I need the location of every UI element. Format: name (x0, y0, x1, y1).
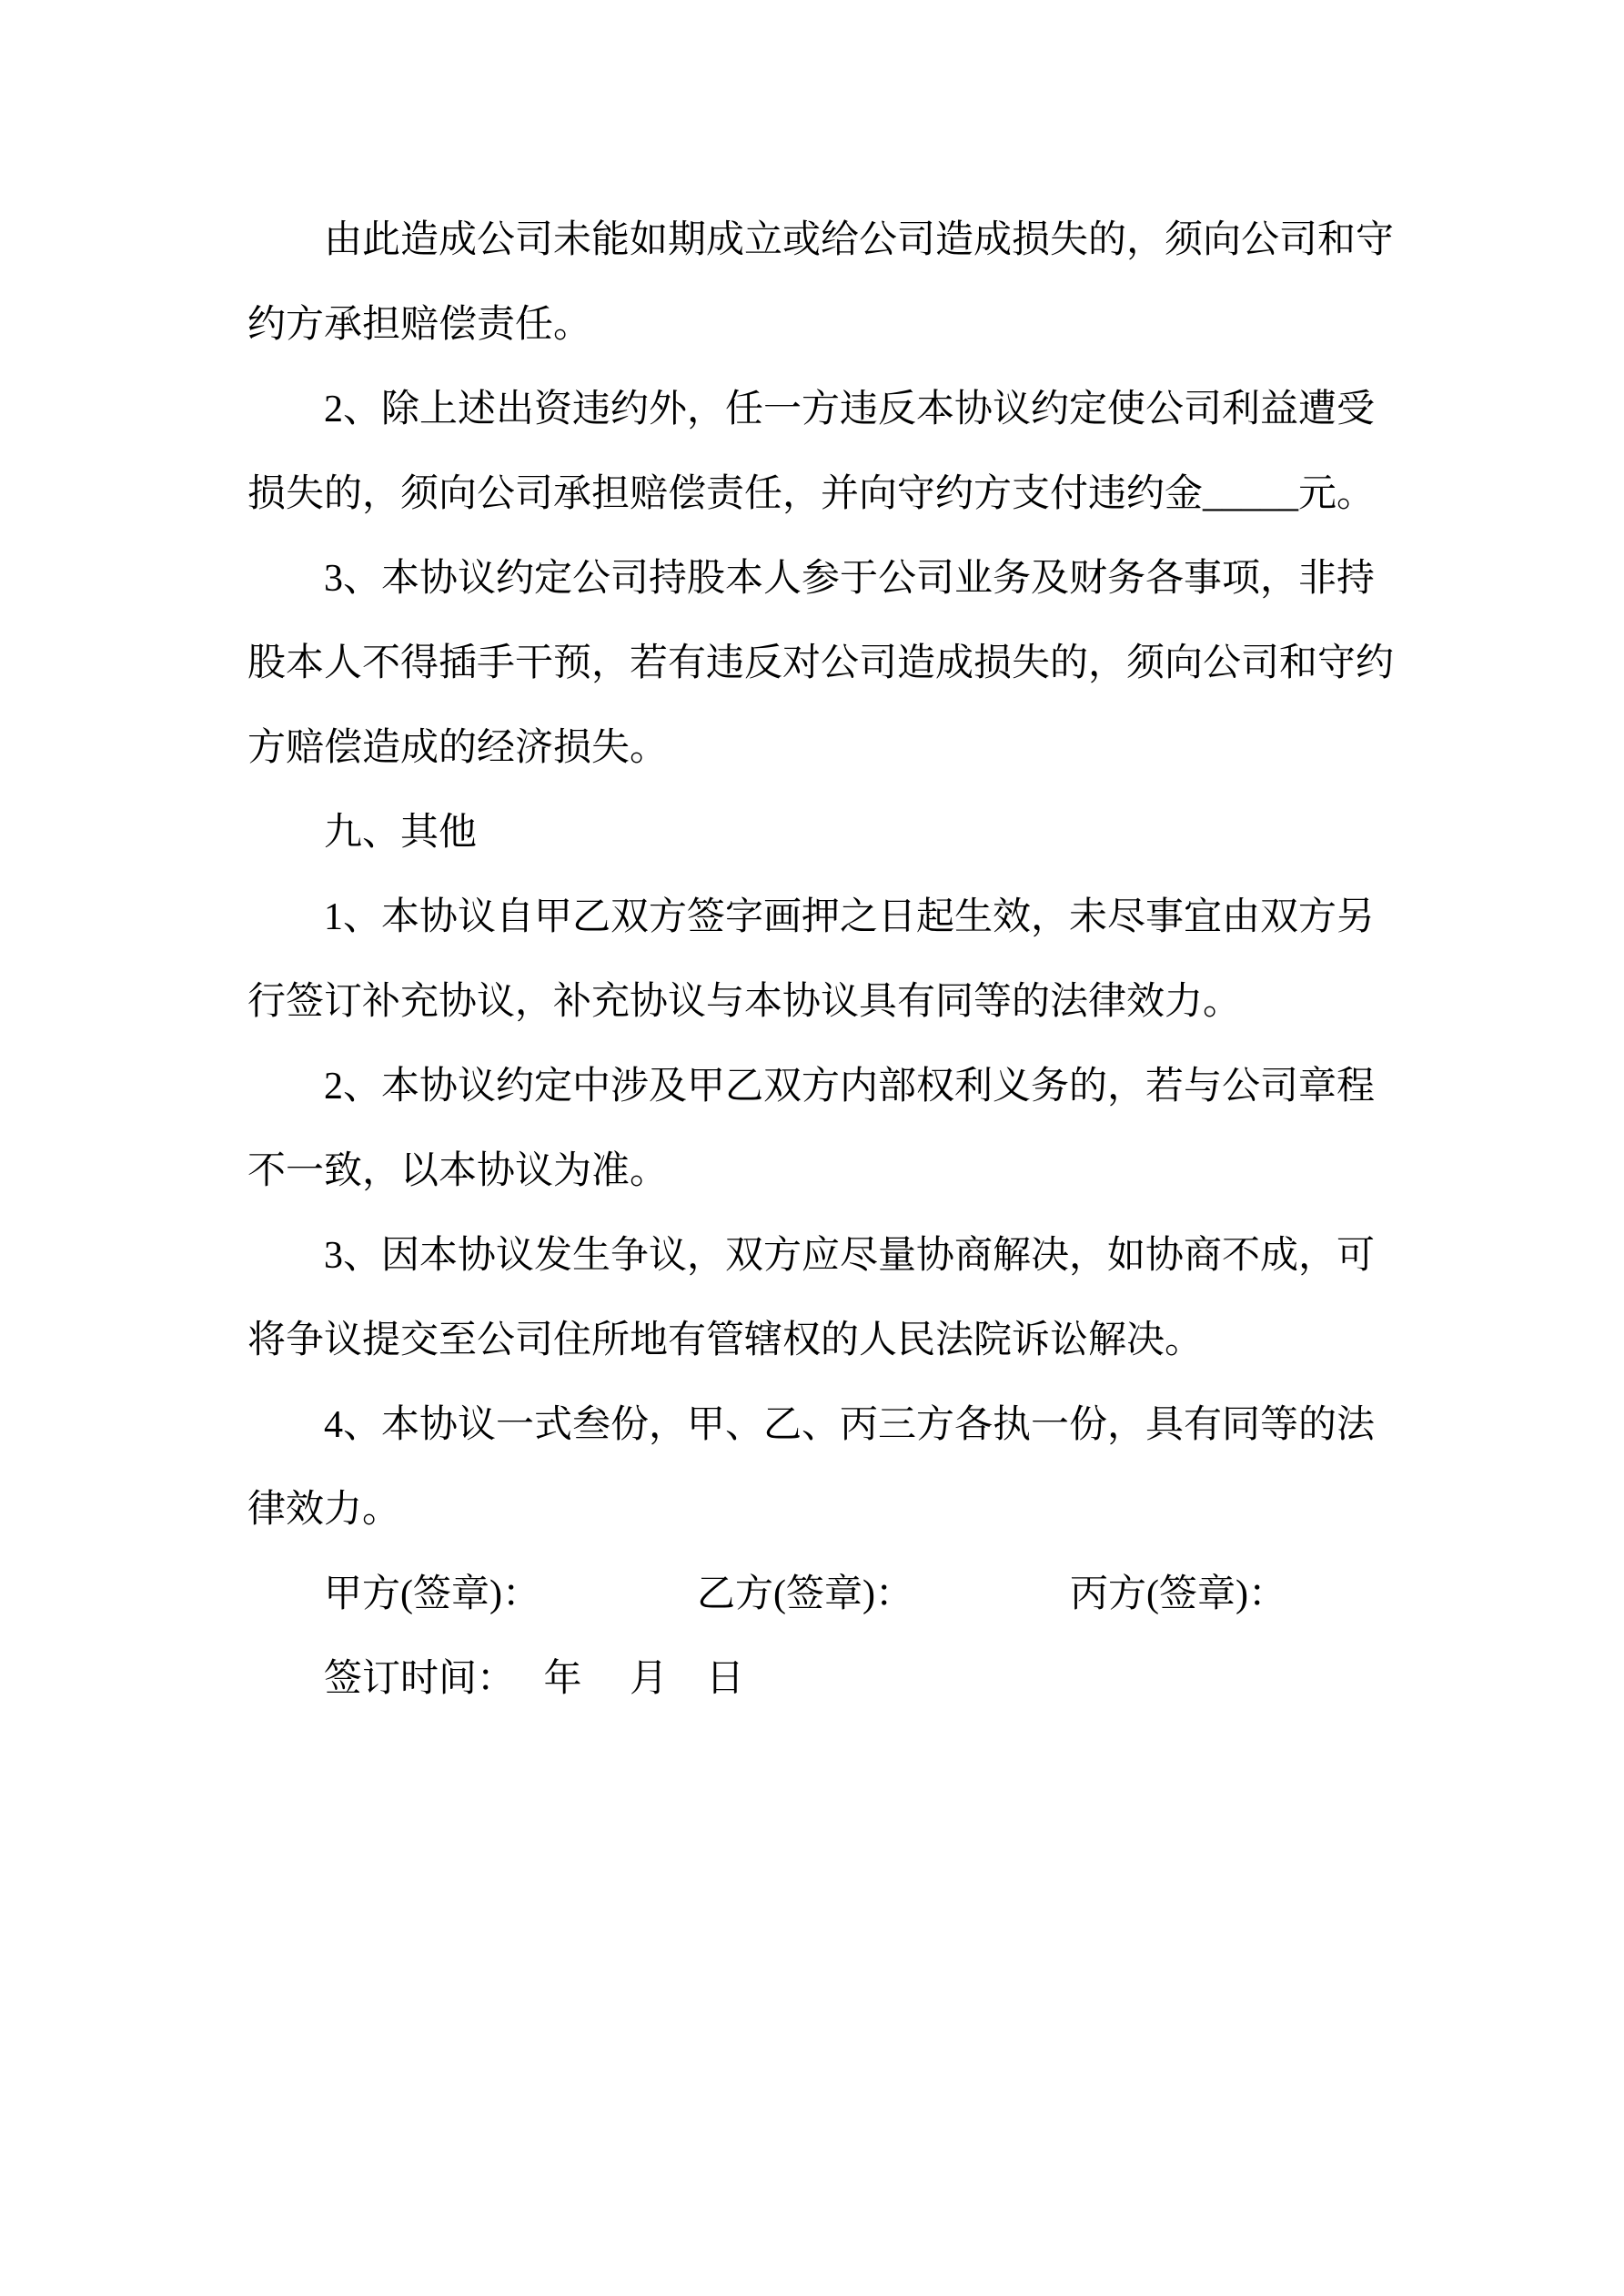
document-line: 4、本协议一式叁份，甲、乙、丙三方各执一份，具有同等的法 (324, 1404, 1376, 1446)
contract-text-block (247, 198, 1396, 1722)
document-line: 3、本协议约定公司持股本人参于公司业务及财务各事项，非持 (324, 558, 1376, 600)
signing-date-line: 签订时间： 年 月 日 (324, 1658, 745, 1700)
document-line: 由此造成公司未能如期成立或给公司造成损失的，须向公司和守 (324, 219, 1395, 261)
document-line: 律效力。 (247, 1489, 401, 1531)
party-c-signature-label: 丙方(签章)： (1069, 1573, 1286, 1615)
document-line: 不一致，以本协议为准。 (247, 1150, 669, 1192)
document-line: 损失的，须向公司承担赔偿责任，并向守约方支付违约金_____元。 (247, 473, 1376, 515)
party-b-signature-label: 乙方(签章)： (696, 1573, 913, 1615)
document-line: 约方承担赔偿责任。 (247, 304, 592, 346)
signature-row (247, 1553, 1396, 1637)
document-line: 1、本协议自甲乙双方签字画押之日起生效，未尽事宜由双方另 (324, 896, 1376, 938)
document-line: 行签订补充协议，补充协议与本协议具有同等的法律效力。 (247, 981, 1242, 1023)
party-a-signature-label: 甲方(签章)： (324, 1573, 540, 1615)
document-line: 2、本协议约定中涉及甲乙双方内部权利义务的，若与公司章程 (324, 1066, 1376, 1108)
document-line: 将争议提交至公司住所地有管辖权的人民法院诉讼解决。 (247, 1320, 1204, 1361)
document-line: 2、除上述出资违约外，任一方违反本协议约定使公司利益遭受 (324, 389, 1376, 430)
document-line: 方赔偿造成的经济损失。 (247, 727, 669, 769)
document-line: 股本人不得插手干预，若有违反对公司造成损失的，须向公司和守约 (247, 642, 1395, 684)
document-section-heading: 九、其他 (324, 812, 478, 854)
document-line: 3、因本协议发生争议，双方应尽量协商解决，如协商不成，可 (324, 1235, 1376, 1277)
